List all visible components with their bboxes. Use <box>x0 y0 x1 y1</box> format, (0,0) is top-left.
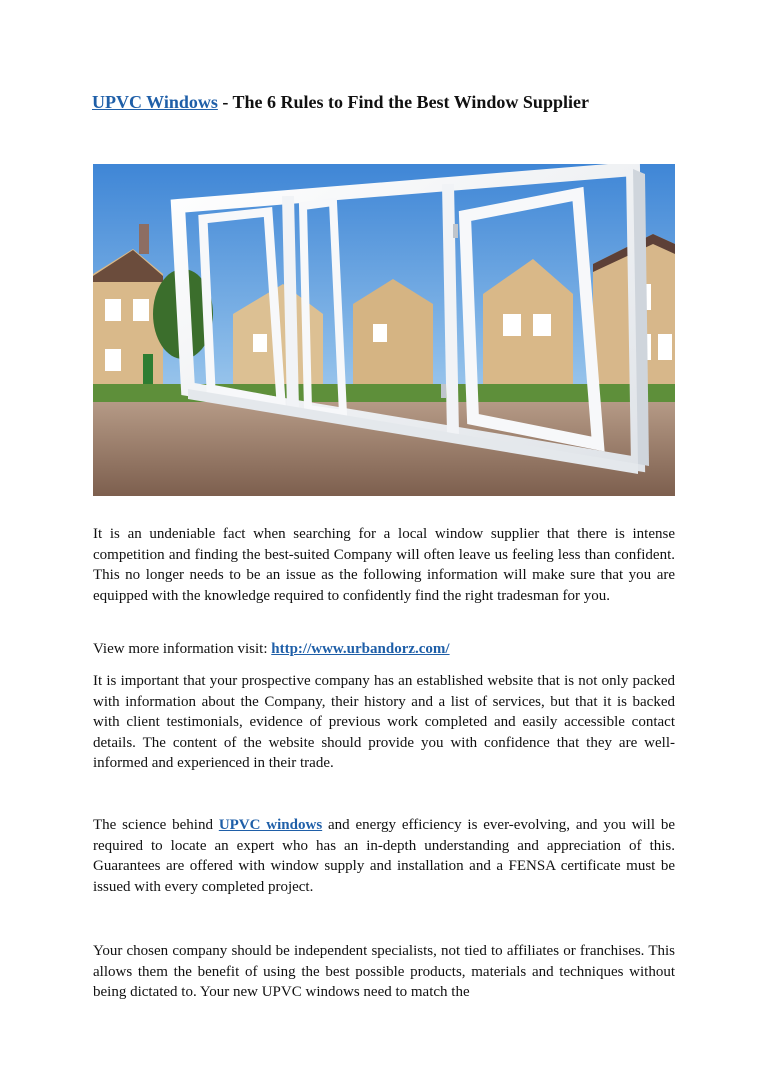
title-link[interactable]: UPVC Windows <box>92 92 218 112</box>
science-prefix: The science behind <box>93 817 219 833</box>
paragraph-website: It is important that your prospective company has an established website that is not only packed with information about the Company, their history and a list of services, but that it is backed with client testimonials, evidence of previous work completed and easily accessible contact details. The content of the website should provide you with confidence that they are well-informed and experienced in their trade. <box>93 673 675 771</box>
upvc-window-photo <box>93 164 675 496</box>
paragraph-science <box>93 815 675 897</box>
page-title <box>92 92 677 113</box>
more-info-label: View more information visit: <box>93 641 272 657</box>
science-suffix: and energy efficiency is ever-evolving, and you will be required to locate an expert who has an in-depth understanding and appreciation of this. Guarantees are offered with window supply and installation and a FENSA certificate must be issued with every completed project. <box>93 817 676 895</box>
paragraph-independent: Your chosen company should be independent specialists, not tied to affiliates or franchises. This allows them the benefit of using the best possible products, materials and techniques without being dictated to. Your new UPVC windows need to match the <box>93 943 675 1000</box>
title-text: - The 6 Rules to Find the Best Window Supplier <box>217 92 589 112</box>
paragraph-more-info <box>93 639 675 660</box>
paragraph-intro: It is an undeniable fact when searching for a local window supplier that there is intense competition and finding the best-suited Company will often leave us feeling less than confident. This no longer needs to be an issue as the following information will make sure that you are equipped with the knowledge required to confidently find the right tradesman for you. <box>93 526 675 604</box>
website-link[interactable]: http://www.urbandorz.com/ <box>271 641 450 657</box>
upvc-windows-link[interactable]: UPVC windows <box>218 817 323 833</box>
